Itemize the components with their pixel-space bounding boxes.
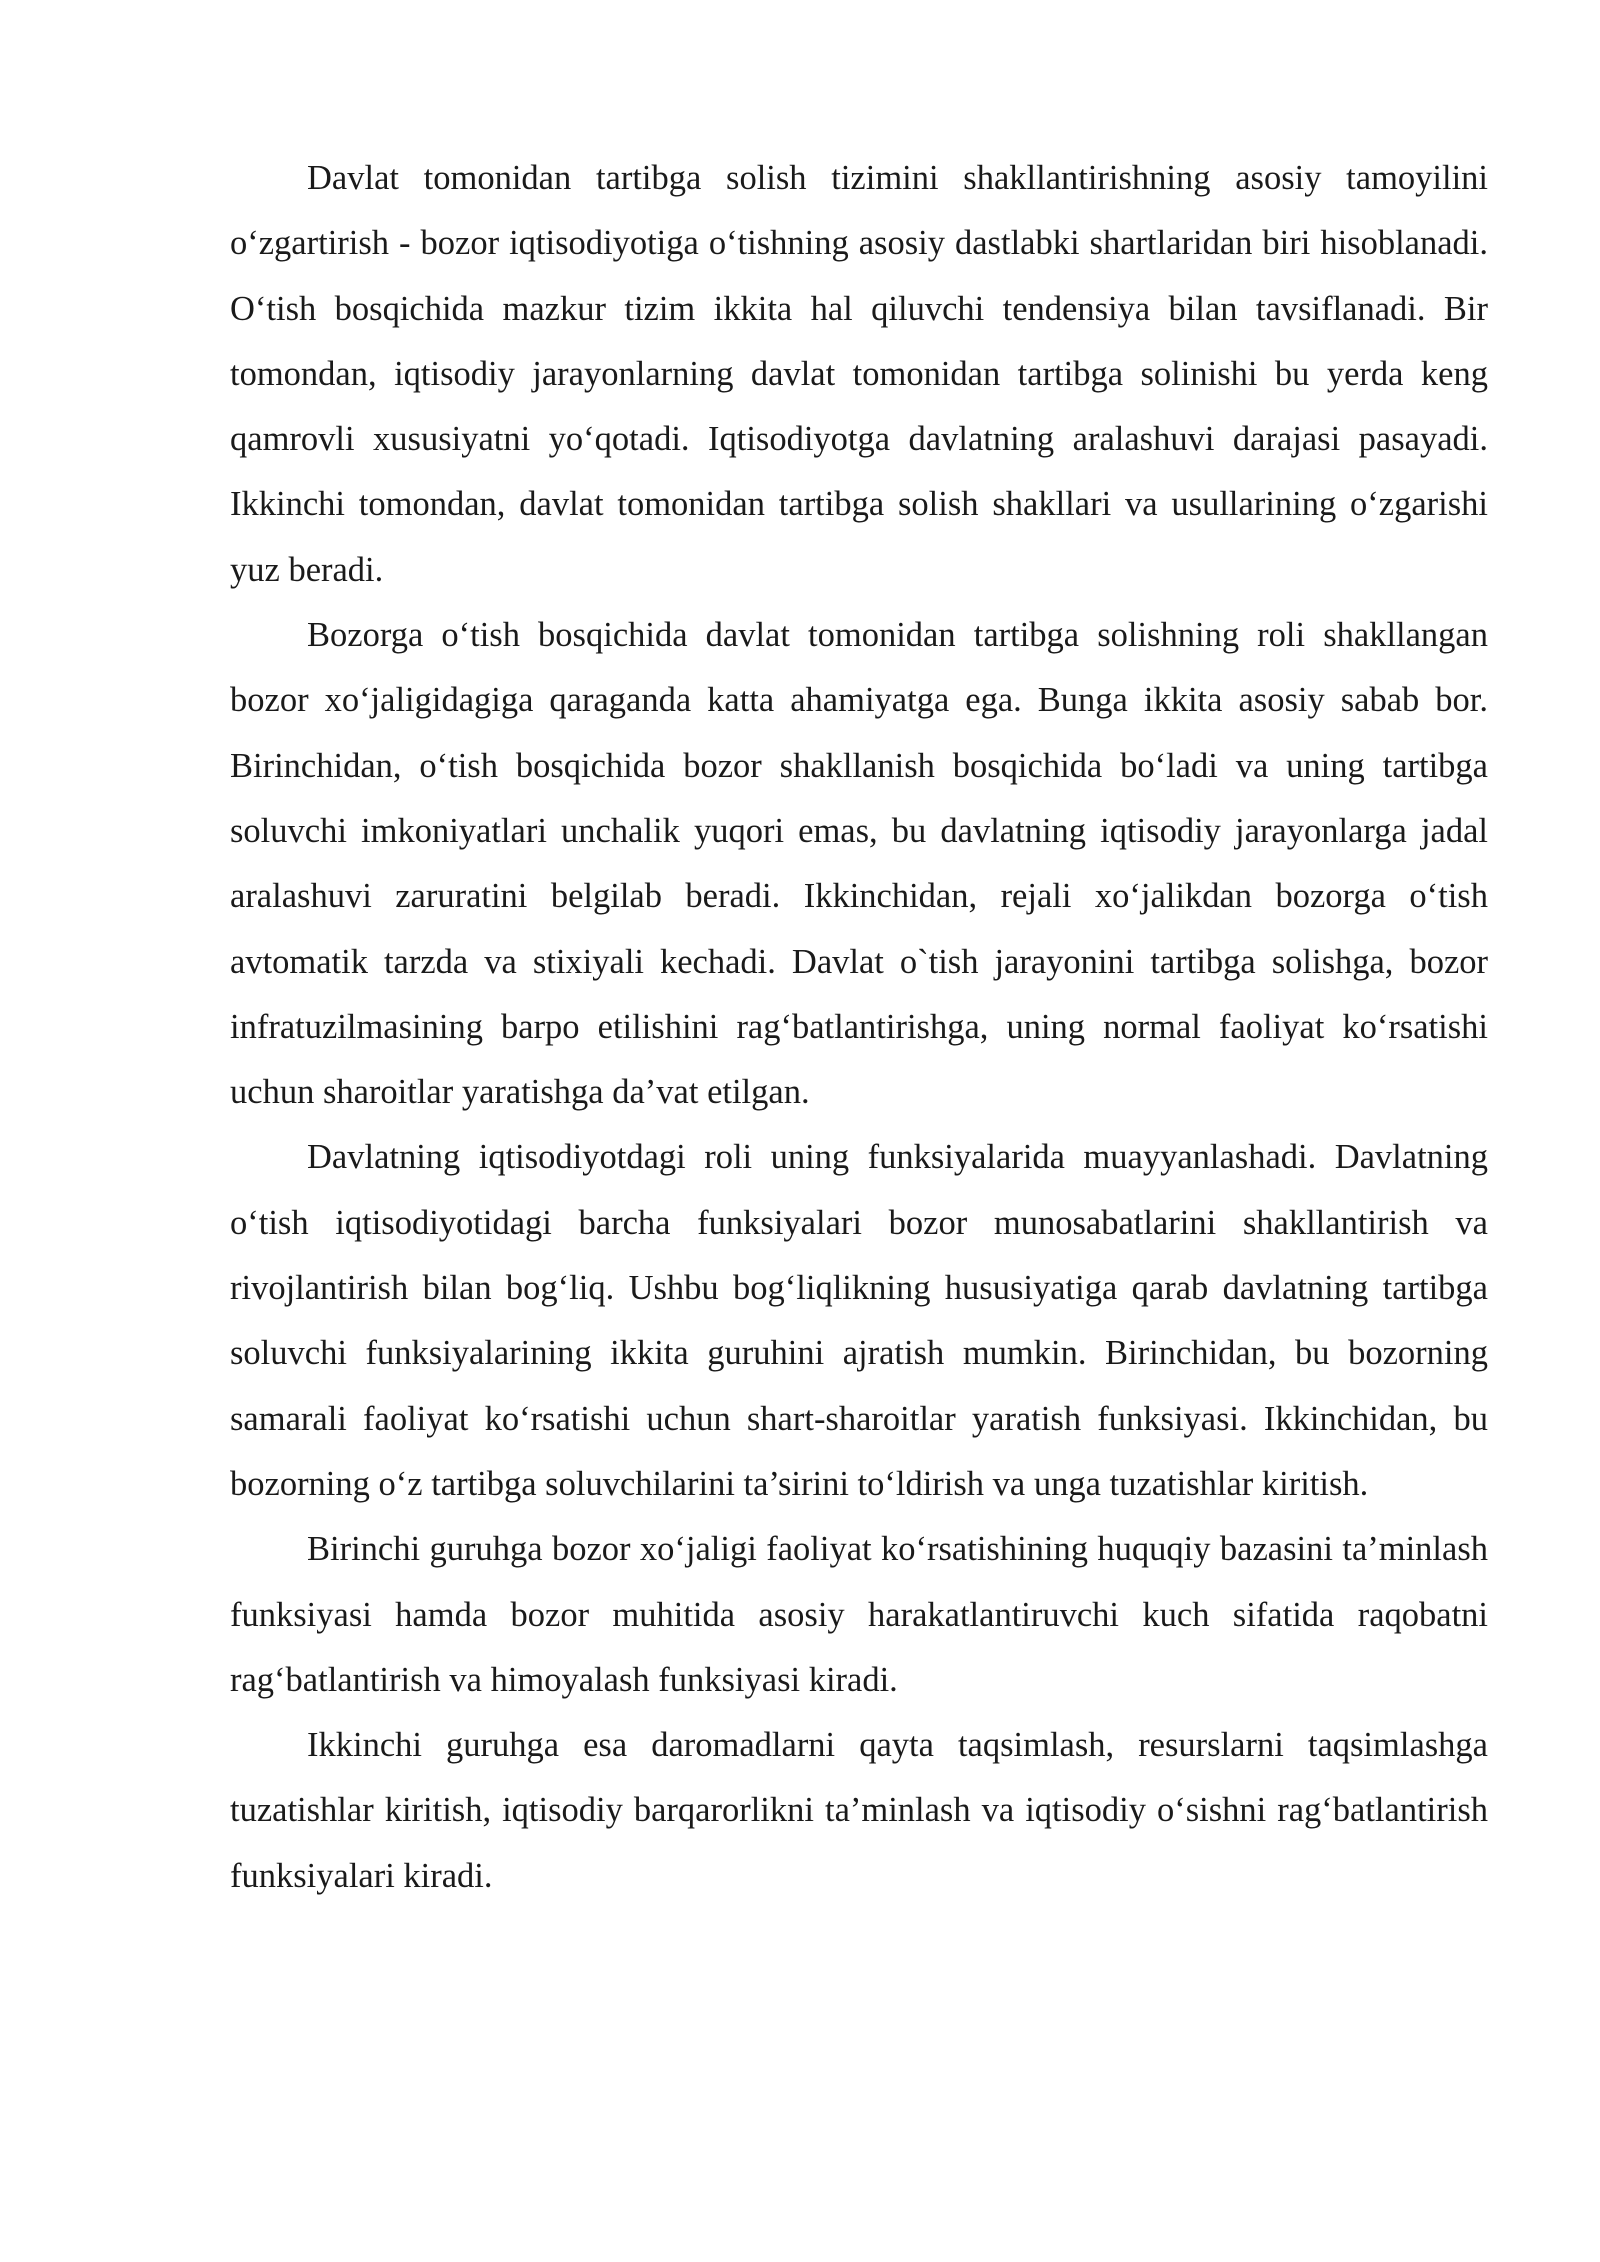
paragraph: Ikkinchi guruhga esa daromadlarni qayta taqsimlash, resurslarni taqsimlashga tuzatishlar kiritish, iqtisodiy barqarorlikni ta’minlash va iqtisodiy o‘sishni rag‘batlantirish funksiyalari kiradi.: [230, 1726, 1488, 1895]
paragraph: Bozorga o‘tish bosqichida davlat tomonidan tartibga solishning roli shakllangan bozor xo‘jaligidagiga qaraganda katta ahamiyatga ega. Bunga ikkita asosiy sabab bor. Birinchidan, o‘tish bosqichida bozor shakllanish bosqichida bo‘ladi va uning tartibga soluvchi imkoniyatlari unchalik yuqori emas, bu davlatning iqtisodiy jarayonlarga jadal aralashuvi zaruratini belgilab beradi. Ikkinchidan, rejali xo‘jalikdan bozorga o‘tish avtomatik tarzda va stixiyali kechadi. Davlat o`tish jarayonini tartibga solishga, bozor infratuzilmasining barpo etilishini rag‘batlantirishga, uning normal faoliyat ko‘rsatishi uchun sharoitlar yaratishga da’vat etilgan.: [230, 616, 1488, 1112]
paragraph: Davlatning iqtisodiyotdagi roli uning funksiyalarida muayyanlashadi. Davlatning o‘tish iqtisodiyotidagi barcha funksiyalari bozor munosabatlarini shakllantirish va rivojlantirish bilan bog‘liq. Ushbu bog‘liqlikning hususiyatiga qarab davlatning tartibga soluvchi funksiyalarining ikkita guruhini ajratish mumkin. Birinchidan, bu bozorning samarali faoliyat ko‘rsatishi uchun shart-sharoitlar yaratish funksiyasi. Ikkinchidan, bu bozorning o‘z tartibga soluvchilarini ta’sirini to‘ldirish va unga tuzatishlar kiritish.: [230, 1138, 1488, 1503]
paragraph: Davlat tomonidan tartibga solish tizimini shakllantirishning asosiy tamoyilini o‘zgartirish - bozor iqtisodiyotiga o‘tishning asosiy dastlabki shartlaridan biri hisoblanadi. O‘tish bosqichida mazkur tizim ikkita hal qiluvchi tendensiya bilan tavsiflanadi. Bir tomondan, iqtisodiy jarayonlarning davlat tomonidan tartibga solinishi bu yerda keng qamrovli xususiyatni yo‘qotadi. Iqtisodiyotga davlatning aralashuvi darajasi pasayadi. Ikkinchi tomondan, davlat tomonidan tartibga solish shakllari va usullarining o‘zgarishi yuz beradi.: [230, 159, 1488, 589]
paragraph: Birinchi guruhga bozor xo‘jaligi faoliyat ko‘rsatishining huquqiy bazasini ta’minlash funksiyasi hamda bozor muhitida asosiy harakatlantiruvchi kuch sifatida raqobatni rag‘batlantirish va himoyalash funksiyasi kiradi.: [230, 1530, 1488, 1699]
document-body: [230, 146, 1488, 1909]
